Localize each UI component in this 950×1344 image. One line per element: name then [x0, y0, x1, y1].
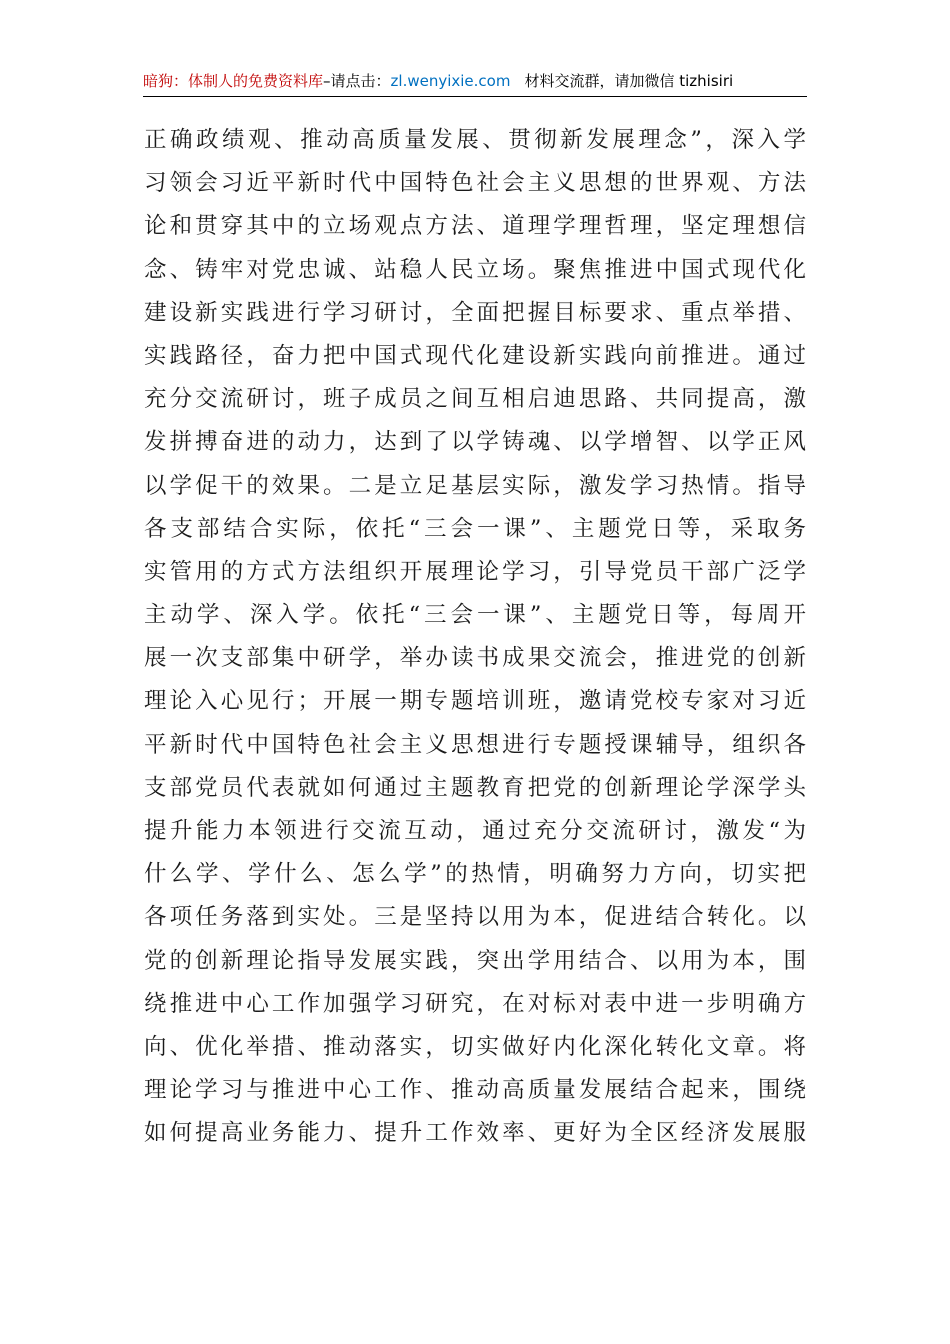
body-line: 如何提高业务能力、提升工作效率、更好为全区经济发展服	[144, 1120, 806, 1147]
body-line: 建设新实践进行学习研讨，全面把握目标要求、重点举措、	[144, 299, 806, 326]
body-line: 平新时代中国特色社会主义思想进行专题授课辅导，组织各	[144, 731, 806, 758]
body-line: 以学促干的效果。二是立足基层实际，激发学习热情。指导	[144, 472, 806, 499]
body-line: 实践路径，奋力把中国式现代化建设新实践向前推进。通过	[144, 342, 806, 369]
header-brand: 暗狗：体制人的免费资料库	[143, 72, 324, 90]
body-line: 充分交流研讨，班子成员之间互相启迪思路、共同提高，激	[144, 386, 806, 413]
body-line: 理论入心见行；开展一期专题培训班，邀请党校专家对习近	[144, 688, 806, 715]
document-body	[144, 119, 806, 1156]
body-line: 支部党员代表就如何通过主题教育把党的创新理论学深学头	[144, 774, 806, 801]
body-line: 发拼搏奋进的动力，达到了以学铸魂、以学增智、以学正风	[144, 429, 806, 456]
page-header	[143, 70, 807, 97]
body-line: 展一次支部集中研学，举办读书成果交流会，推进党的创新	[144, 645, 806, 672]
header-click-prompt: –请点击：	[323, 72, 391, 90]
header-url-link[interactable]: zl.wenyixie.com	[390, 72, 511, 90]
body-line: 实管用的方式方法组织开展理论学习，引导党员干部广泛学	[144, 558, 806, 585]
body-line: 论和贯穿其中的立场观点方法、道理学理哲理，坚定理想信	[144, 213, 806, 240]
body-line: 正确政绩观、推动高质量发展、贯彻新发展理念”，深入学	[144, 127, 806, 153]
body-line: 主动学、深入学。依托“三会一课”、主题党日等，每周开	[144, 602, 806, 629]
body-line: 什么学、学什么、怎么学”的热情，明确努力方向，切实把	[144, 861, 806, 888]
body-line: 理论学习与推进中心工作、推动高质量发展结合起来，围绕	[144, 1077, 806, 1104]
body-line: 各支部结合实际，依托“三会一课”、主题党日等，采取务	[144, 515, 806, 542]
body-line: 党的创新理论指导发展实践，突出学用结合、以用为本，围	[144, 947, 806, 974]
body-line: 念、铸牢对党忠诚、站稳人民立场。聚焦推进中国式现代化	[144, 256, 806, 283]
body-line: 提升能力本领进行交流互动，通过充分交流研讨，激发“为	[144, 818, 806, 844]
body-line: 绕推进中心工作加强学习研究，在对标对表中进一步明确方	[144, 990, 806, 1017]
body-line: 习领会习近平新时代中国特色社会主义思想的世界观、方法	[144, 170, 806, 197]
header-contact: 材料交流群，请加微信 tizhisiri	[524, 72, 734, 90]
body-line: 向、优化举措、推动落实，切实做好内化深化转化文章。将	[144, 1033, 806, 1060]
body-line: 各项任务落到实处。三是坚持以用为本，促进结合转化。以	[144, 904, 806, 931]
